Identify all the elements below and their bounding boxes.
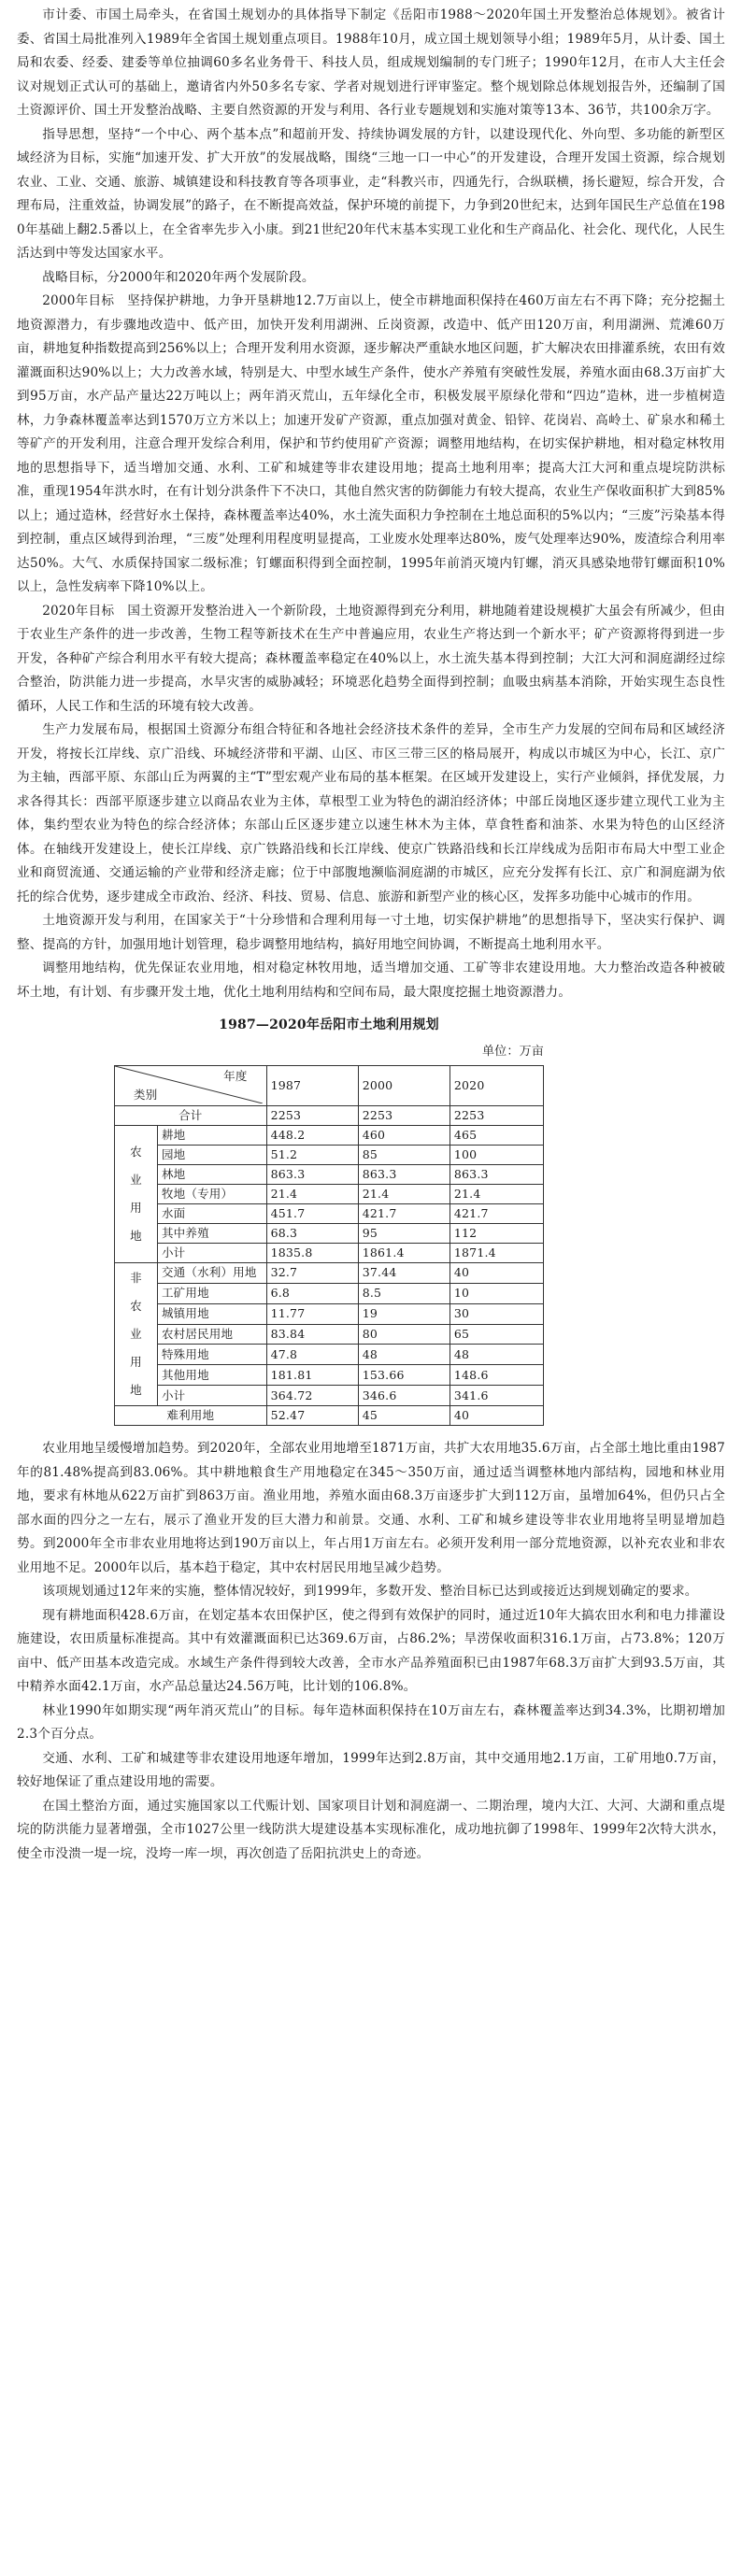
group-char: 地: [130, 1229, 142, 1243]
row-label: 耕地: [157, 1126, 266, 1146]
cell-value: 1835.8: [266, 1244, 358, 1263]
table-row: [115, 1165, 544, 1185]
cell-value: 83.84: [266, 1324, 358, 1345]
cell-value: 460: [358, 1126, 449, 1146]
paragraph-planning-intro: 市计委、市国土局牵头，在省国土规划办的具体指导下制定《岳阳市1988～2020年国土开发整治总体规划》。被省计委、省国土局批准列入1989年全省国土规划重点项目。1988年10月，成立国土规划领导小组；1989年5月，从计委、国土局和农委、经委、建委等单位抽调60多名业务骨干、科技人员，组成规划编制的专门班子；1990年12月，在市人大主任会议对规划正式认可的基础上，邀请省内外50多名专家、学者对规划进行评审鉴定。整个规划除总体规划报告外，还编制了国土资源评价、国土开发整治战略、主要自然资源的开发与利用、各行业专题规划和实施对策等13本、36节，共100余万字。: [17, 7, 725, 118]
group-char: 业: [130, 1327, 142, 1341]
cell-value: 65: [449, 1324, 543, 1345]
table-row: [115, 1224, 544, 1244]
cell-value: 32.7: [266, 1263, 358, 1284]
table-row: [115, 1126, 544, 1146]
cell-value: 10: [449, 1283, 543, 1303]
paragraph-nonag-land: 交通、水利、工矿和城建等非农建设用地逐年增加，1999年达到2.8万亩，其中交通用地2.1万亩，工矿用地0.7万亩，较好地保证了重点建设用地的需要。: [17, 1750, 725, 1789]
row-label: 水面: [157, 1204, 266, 1224]
paragraph-farmland-status: 现有耕地面积428.6万亩，在划定基本农田保护区，使之得到有效保护的同时，通过近10年大搞农田水利和电力排灌设施建设，农田质量标准提高。其中有效灌溉面积已达369.6万亩，占86.2%；旱涝保收面积316.1万亩，占73.8%；120万亩中、低产田基本改造完成。水域生产条件得到较大改善，全市水产品养殖面积已由1987年68.3万亩扩大到93.5万亩，其中精养水面42.1万亩，水产品总量达24.56万吨，比计划的106.8%。: [17, 1607, 725, 1694]
table-title: 1987—2020年岳阳市土地利用规划: [219, 1018, 439, 1032]
cell-value: 863.3: [266, 1165, 358, 1185]
group-char: 用: [130, 1201, 142, 1215]
cell-value: 2253: [449, 1106, 543, 1126]
table-row: [115, 1204, 544, 1224]
cell-value: 40: [449, 1406, 543, 1426]
paragraph-land-development: 土地资源开发与利用，在国家关于“十分珍惜和合理利用每一寸土地，切实保护耕地”的思想指导下，坚决实行保护、调整、提高的方针，加强用地计划管理，稳步调整用地结构，搞好用地空间协调，不断提高土地利用水平。: [17, 913, 725, 952]
row-label: 小计: [157, 1244, 266, 1263]
table-row-total: [115, 1106, 544, 1126]
cell-value: 37.44: [358, 1263, 449, 1284]
cell-value: 52.47: [266, 1406, 358, 1426]
cell-value: 863.3: [449, 1165, 543, 1185]
group-char: 业: [130, 1173, 142, 1187]
cell-value: 364.72: [266, 1386, 358, 1406]
row-label: 城镇用地: [157, 1303, 266, 1324]
paragraph-forestry: 林业1990年如期实现“两年消灭荒山”的目标。每年造林面积保持在10万亩左右，森林覆盖率达到34.3%，比期初增加2.3个百分点。: [17, 1702, 725, 1742]
row-label: 工矿用地: [157, 1283, 266, 1303]
table-row: [115, 1324, 544, 1345]
document-body-top: [17, 4, 725, 1004]
table-row: [115, 1185, 544, 1204]
cell-value: 181.81: [266, 1365, 358, 1386]
cell-value: 6.8: [266, 1283, 358, 1303]
cell-value: 30: [449, 1303, 543, 1324]
paragraph-guiding-ideology: 指导思想，坚持“一个中心、两个基本点”和超前开发、持续协调发展的方针，以建设现代化、外向型、多功能的新型区域经济为目标，实施“加速开发、扩大开放”的发展战略，围绕“三地一口一中心”的开发建设，合理开发国土资源，综合规划农业、工业、交通、旅游、城镇建设和科技教育等各项事业，走“科教兴市，四通先行，合纵联横，扬长避短，综合开发，合理布局，注重效益，协调发展”的路子，在不断提高效益，保护环境的前提下，力争到20世纪末，达到年国民生产总值在1980年基础上翻2.5番以上，在全省率先步入小康。到21世纪20年代末基本实现工业化和生产商品化、社会化、现代化，人民生活达到中等发达国家水平。: [17, 126, 725, 261]
row-label: 难利用地: [115, 1406, 267, 1426]
cell-value: 40: [449, 1263, 543, 1284]
document-body-bottom: [17, 1437, 725, 1866]
row-label: 合计: [115, 1106, 267, 1126]
group-char: 农: [130, 1145, 142, 1159]
cell-value: 19: [358, 1303, 449, 1324]
row-label: 特殊用地: [157, 1345, 266, 1365]
table-row: [115, 1386, 544, 1406]
cell-value: 451.7: [266, 1204, 358, 1224]
header-year-2020: 2020: [449, 1066, 543, 1106]
table-unit: 单位：万亩: [481, 1044, 544, 1059]
table-corner-header: [115, 1066, 267, 1106]
row-label: 其他用地: [157, 1365, 266, 1386]
table-row: [115, 1244, 544, 1263]
paragraph-strategic-goal: 战略目标，分2000年和2020年两个发展阶段。: [42, 269, 315, 285]
cell-value: 11.77: [266, 1303, 358, 1324]
row-label: 小计: [157, 1386, 266, 1406]
cell-value: 48: [358, 1345, 449, 1365]
group-label-nonagricultural: [115, 1263, 158, 1406]
table-row: [115, 1345, 544, 1365]
cell-value: 68.3: [266, 1224, 358, 1244]
group-label-agricultural: [115, 1126, 158, 1263]
header-year-label: 年度: [223, 1069, 248, 1083]
paragraph-implementation-summary: 该项规划通过12年来的实施，整体情况较好，到1999年，多数开发、整治目标已达到或接近达到规划确定的要求。: [42, 1584, 698, 1599]
paragraph-land-structure: 调整用地结构，优先保证农业用地，相对稳定林牧用地，适当增加交通、工矿等非农建设用地。大力整治改造各种被破坏土地，有计划、有步骤开发土地，优化土地利用结构和空间布局，最大限度挖掘土地资源潜力。: [17, 961, 725, 1000]
cell-value: 421.7: [358, 1204, 449, 1224]
land-use-table: [114, 1065, 544, 1426]
cell-value: 47.8: [266, 1345, 358, 1365]
cell-value: 48: [449, 1345, 543, 1365]
cell-value: 153.66: [358, 1365, 449, 1386]
header-year-2000: 2000: [358, 1066, 449, 1106]
group-char: 地: [130, 1383, 142, 1397]
cell-value: 51.2: [266, 1146, 358, 1165]
table-header-row: [115, 1066, 544, 1106]
cell-value: 80: [358, 1324, 449, 1345]
row-label: 农村居民用地: [157, 1324, 266, 1345]
cell-value: 2253: [266, 1106, 358, 1126]
table-row: [115, 1365, 544, 1386]
group-char: 非: [130, 1271, 142, 1285]
cell-value: 45: [358, 1406, 449, 1426]
paragraph-ag-land-trend: 农业用地呈缓慢增加趋势。到2020年，全部农业用地增至1871万亩，共扩大农用地35.6万亩，占全部土地比重由1987年的81.48%提高到83.06%。其中耕地粮食生产用地稳定在345～350万亩，通过适当调整林地内部结构，园地和林业用地，要求有林地从622万亩扩到863万亩。渔业用地，养殖水面由68.3万亩逐步扩大到112万亩，虽增加64%，但仍只占全部水面的四分之一左右，展示了渔业开发的巨大潜力和前景。交通、水利、工矿和城乡建设等非农业用地将呈明显增加趋势。到2000年全市非农业用地将达到190万亩以上，年占用1万亩左右。必须开发利用一部分荒地资源，以补充农业和非农业用地不足。2000年以后，基本趋于稳定，其中农村居民用地呈减少趋势。: [17, 1441, 725, 1575]
header-category-label: 类别: [134, 1088, 158, 1102]
row-label: 林地: [157, 1165, 266, 1185]
cell-value: 448.2: [266, 1126, 358, 1146]
header-year-1987: 1987: [266, 1066, 358, 1106]
group-char: 用: [130, 1355, 142, 1369]
paragraph-goal-2020: 2020年目标 国土资源开发整治进入一个新阶段，土地资源得到充分利用，耕地随着建设规模扩大虽会有所减少，但由于农业生产条件的进一步改善，生物工程等新技术在生产中普遍应用，农业生产将达到一个新水平；矿产资源将得到进一步开发，各种矿产综合利用水平有较大提高；森林覆盖率稳定在40%以上，水土流失基本得到控制；大江大河和洞庭湖经过综合整治，防洪能力进一步提高，水旱灾害的威胁减轻；环境恶化趋势全面得到控制；血吸虫病基本消除，开始实现生态良性循环，人民工作和生活的环境有较大改善。: [17, 603, 725, 714]
cell-value: 21.4: [266, 1185, 358, 1204]
row-label: 牧地（专用）: [157, 1185, 266, 1204]
cell-value: 8.5: [358, 1283, 449, 1303]
paragraph-productivity-layout: 生产力发展布局，根据国土资源分布组合特征和各地社会经济技术条件的差异，全市生产力发展的空间布局和区域经济开发，将按长江岸线、京广沿线、环城经济带和平湖、山区、市区三带三区的格局展开，构成以市城区为中心，长江、京广为主轴，西部平原、东部山丘为两翼的主“T”型宏观产业布局的基本框架。在区域开发建设上，实行产业倾斜，择优发展，力求各得其长：西部平原逐步建立以商品农业为主体，草根型工业为特色的湖泊经济体；中部丘岗地区逐步建立现代工业为主体，集约型农业为特色的综合经济体；东部山丘区逐步建立以速生林木为主体，草食牲畜和油茶、水果为特色的山区经济体。在轴线开发建设上，使长江岸线、京广铁路沿线和长江岸线、使京广铁路沿线和长江岸线成为岳阳市布局大中型工业企业和商贸流通、交通运输的产业带和经济走廊；位于中部腹地濒临洞庭湖的市城区，应充分发挥有长江、京广和洞庭湖为依托的综合优势，逐步建成全市政治、经济、科技、贸易、信息、旅游和新型产业的核心区，发挥多功能中心城市的作用。: [17, 722, 725, 904]
table-row: [115, 1303, 544, 1324]
row-label: 交通（水利）用地: [157, 1263, 266, 1284]
cell-value: 95: [358, 1224, 449, 1244]
land-use-table-block: [114, 1014, 544, 1426]
cell-value: 1861.4: [358, 1244, 449, 1263]
table-row: [115, 1263, 544, 1284]
paragraph-flood-control: 在国土整治方面，通过实施国家以工代赈计划、国家项目计划和洞庭湖一、二期治理，境内大江、大河、大湖和重点堤垸的防洪能力显著增强，全市1027公里一线防洪大堤建设基本实现标准化，成功地抗御了1998年、1999年2次特大洪水，使全市没溃一堤一垸，没垮一库一坝，再次创造了岳阳抗洪史上的奇迹。: [17, 1798, 725, 1861]
table-row: [115, 1283, 544, 1303]
table-row: [115, 1146, 544, 1165]
cell-value: 21.4: [449, 1185, 543, 1204]
table-row-unused: [115, 1406, 544, 1426]
cell-value: 465: [449, 1126, 543, 1146]
cell-value: 2253: [358, 1106, 449, 1126]
paragraph-goal-2000: 2000年目标 坚持保护耕地，力争开垦耕地12.7万亩以上，使全市耕地面积保持在460万亩左右不再下降；充分挖掘土地资源潜力，有步骤地改造中、低产田，加快开发利用湖洲、丘岗资源，改造中、低产田120万亩，利用湖洲、荒滩60万亩，耕地复种指数提高到256%以上；合理开发利用水资源，逐步解决严重缺水地区问题，扩大解决农田排灌系统，农田有效灌溉面积达90%以上；大力改善水域，特别是大、中型水域生产条件，使水产养殖有突破性发展，养殖水面由68.3万亩扩大到95万亩，水产品产量达22万吨以上；两年消灭荒山，五年绿化全市，积极发展平原绿化带和“四边”造林，进一步植树造林，力争森林覆盖率达到1570万立方米以上；加速开发矿产资源，重点加强对黄金、铅锌、花岗岩、高岭土、矿泉水和稀土等矿产的开发利用，注意合理开发综合利用，保护和节约使用矿产资源；调整用地结构，在切实保护耕地，相对稳定林牧用地的思想指导下，适当增加交通、水利、工矿和城建等非农建设用地；提高土地利用率；提高大江大河和重点堤垸防洪标准，重现1954年洪水时，在有计划分洪条件下不决口，其他自然灾害的防御能力有较大提高，农业生产保收面积扩大到85%以上；通过造林，经营好水土保持，森林覆盖率达40%，水土流失面积力争控制在土地总面积的5%以内；“三废”污染基本得到控制，重点区域得到治理，“三废”处理利用程度明显提高，工业废水处理率达80%，废气处理率达90%，废渣综合利用率达50%。大气、水质保持国家二级标准；钉螺面积得到全面控制，1995年前消灭境内钉螺，消灭具感染地带钉螺面积10%以上，急性发病率下降10%以上。: [17, 293, 725, 594]
cell-value: 85: [358, 1146, 449, 1165]
cell-value: 863.3: [358, 1165, 449, 1185]
cell-value: 341.6: [449, 1386, 543, 1406]
cell-value: 346.6: [358, 1386, 449, 1406]
row-label: 园地: [157, 1146, 266, 1165]
row-label: 其中养殖: [157, 1224, 266, 1244]
cell-value: 148.6: [449, 1365, 543, 1386]
cell-value: 421.7: [449, 1204, 543, 1224]
cell-value: 21.4: [358, 1185, 449, 1204]
cell-value: 100: [449, 1146, 543, 1165]
cell-value: 1871.4: [449, 1244, 543, 1263]
cell-value: 112: [449, 1224, 543, 1244]
group-char: 农: [130, 1299, 142, 1313]
